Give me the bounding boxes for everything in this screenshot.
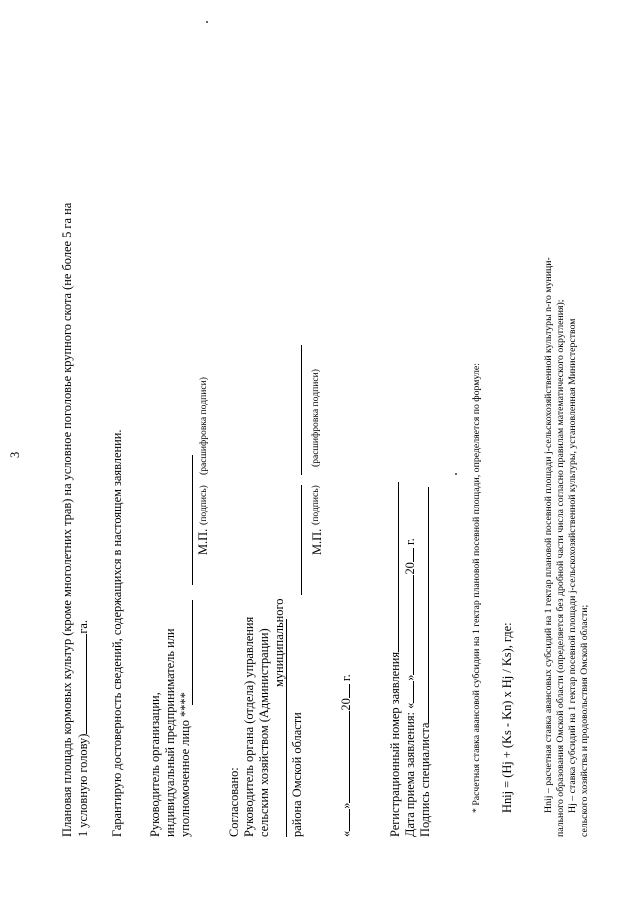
agreed-decipher-line[interactable] <box>301 345 302 475</box>
registration-number <box>387 482 403 837</box>
registration-date <box>402 538 418 837</box>
head-decipher-line[interactable] <box>192 455 193 585</box>
area-blank[interactable] <box>75 634 87 734</box>
agreed-year-blank[interactable] <box>338 684 350 698</box>
scan-speck <box>206 21 208 23</box>
header-line-2-prefix: 1 условную голову) <box>76 733 90 837</box>
header-unit: га. <box>76 619 90 634</box>
footnote-intro: * Расчетная ставка авансовой субсидии на 1 гектар плановой посевной площади, определяется по формуле: <box>471 363 482 813</box>
reg-date-close: » <box>403 674 417 681</box>
agreed-date-close: » <box>339 802 353 809</box>
agreed-line-2: сельским хозяйством (Администрации) <box>257 628 271 837</box>
reg-month-blank[interactable] <box>402 575 414 675</box>
page-number: 3 <box>8 451 22 458</box>
head-mp: М.П. <box>196 528 210 555</box>
specialist-label: Подпись специалиста <box>418 722 432 837</box>
head-decipher-caption: (расшифровка подписи) <box>198 377 209 475</box>
agreed-title: Согласовано: <box>227 767 241 837</box>
agreed-line-3: муниципального <box>272 598 286 687</box>
reg-year: 20 <box>403 562 417 575</box>
reg-number-blank[interactable] <box>387 482 399 652</box>
agreed-decipher-caption: (расшифровка подписи) <box>310 369 321 467</box>
agreed-year-unit: г. <box>339 674 353 682</box>
agreed-year: 20 <box>339 698 353 711</box>
agreed-day-blank[interactable] <box>338 809 350 831</box>
head-signature-line[interactable] <box>192 600 193 705</box>
registration-specialist <box>417 487 433 837</box>
footnote-def1-line1: Hnij – расчетная ставка авансовых субсидий на 1 гектар плановой посевной площади j-сельскохозяйственной культуры n-го муници- <box>543 257 554 813</box>
header-line-2 <box>75 620 91 837</box>
head-line-1: Руководитель организации, <box>148 692 162 837</box>
head-signature-caption: (подпись) <box>198 485 209 525</box>
footnote-def2-line1: Hj – ставка субсидий на 1 гектар посевной площади j-сельскохозяйственной культуры, установленная Министерством <box>567 318 578 813</box>
head-line-3: уполномоченное лицо **** <box>178 692 192 837</box>
footnote-formula: Hnij = (Hj + (Ks - Kn) x Hj / Ks), где: <box>500 622 514 813</box>
reg-year-blank[interactable] <box>402 548 414 562</box>
agreed-date-open: « <box>339 830 353 837</box>
agreed-signature-line[interactable] <box>301 485 302 595</box>
agreed-line-4: района Омской области <box>290 712 304 837</box>
guarantee-text: Гарантирую достоверность сведений, содержащихся в настоящем заявлении. <box>110 429 124 837</box>
footnote-def2-line2: сельского хозяйства и продовольствия Омской области; <box>579 604 590 837</box>
head-line-2: индивидуальный предприниматель или <box>163 628 177 837</box>
agreed-mp: М.П. <box>310 528 324 555</box>
reg-year-unit: г. <box>403 538 417 546</box>
agreed-month-blank[interactable] <box>338 711 350 803</box>
header-line-1: Плановая площадь кормовых культур (кроме многолетних трав) на условное поголовье крупного скота (не более 5 га на <box>60 202 74 837</box>
agreed-date <box>338 674 354 837</box>
reg-day-blank[interactable] <box>402 681 414 703</box>
scan-speck <box>455 473 457 475</box>
reg-label: Регистрационный номер заявления <box>388 651 402 837</box>
footnote-def1-line2: пального образования Омской области (определяется без дробной части числа согласно правилам математического округления); <box>555 299 566 837</box>
agreed-line-1: Руководитель органа (отдела) управления <box>242 616 256 837</box>
reg-date-label: Дата приема заявления: « <box>403 702 417 837</box>
agreed-signature-caption: (подпись) <box>310 485 321 525</box>
specialist-signature-blank[interactable] <box>417 487 429 723</box>
